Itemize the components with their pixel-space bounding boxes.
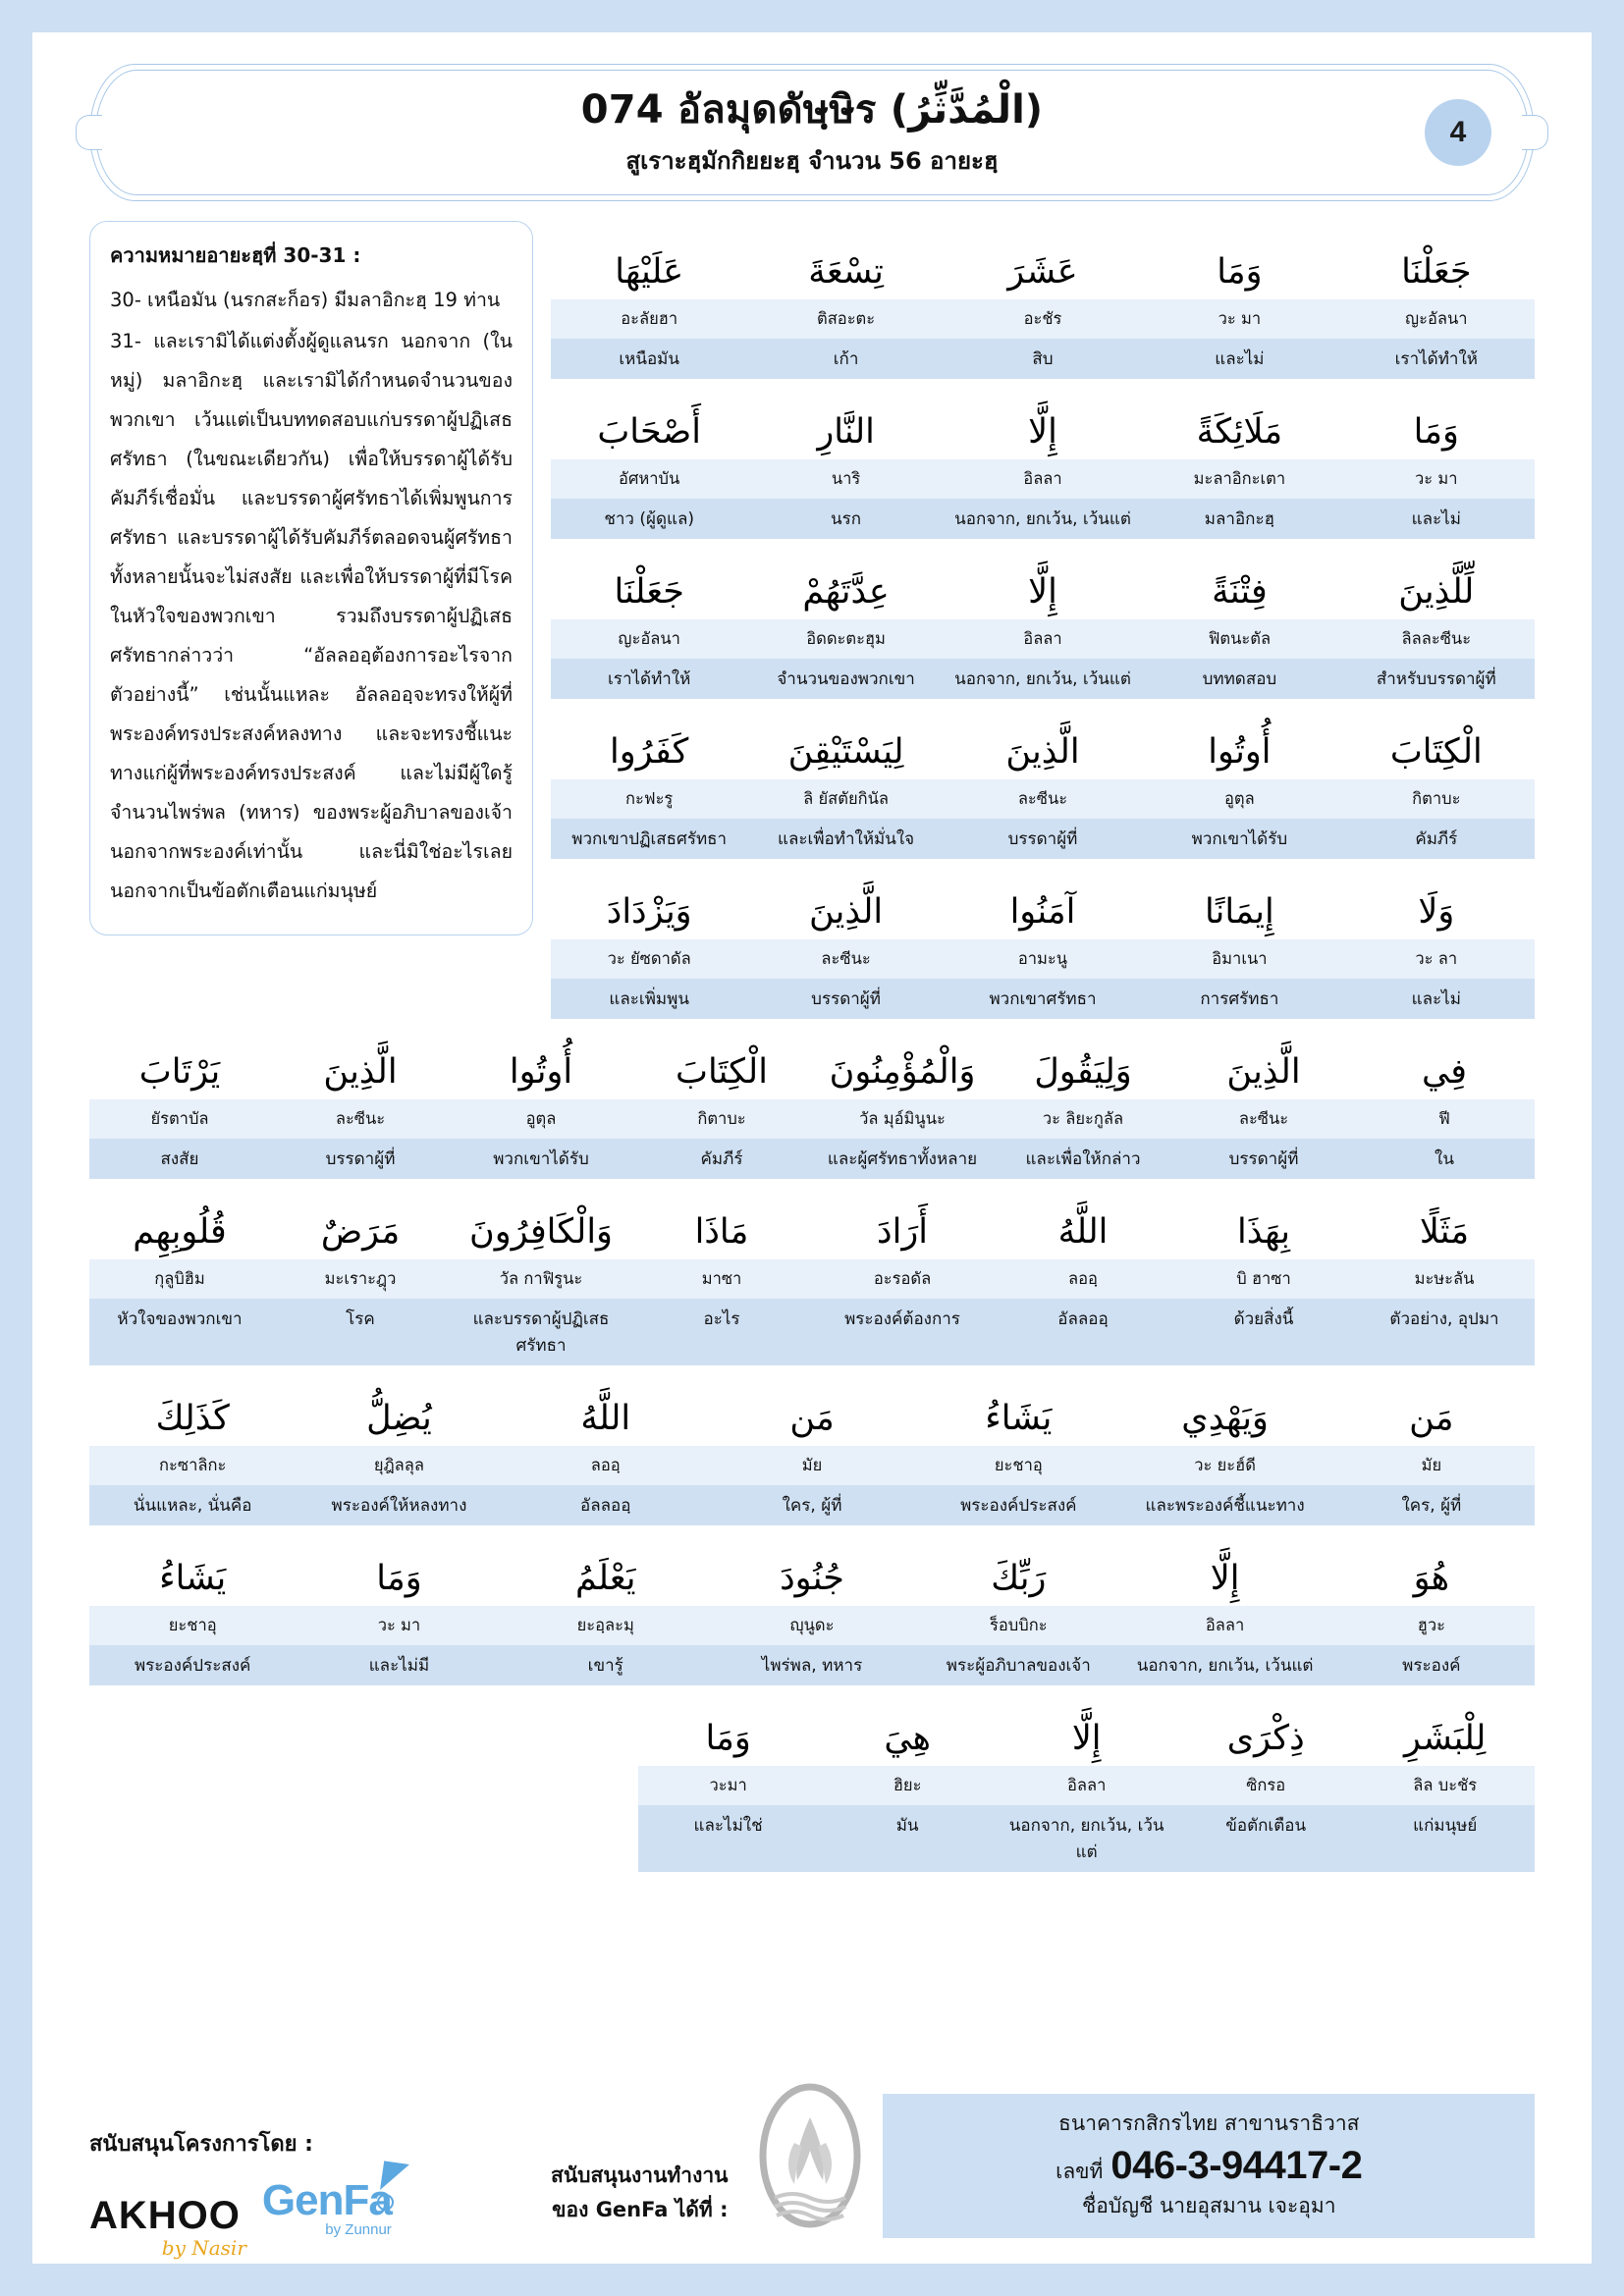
arabic-line [551,381,1535,459]
support-work-line-1: สนับสนุนงานทำงาน [551,2163,729,2187]
transliteration-word: อูตุล [1224,789,1255,808]
transliteration-line [551,779,1535,819]
arabic-line [551,221,1535,299]
transliteration-word: ติสอะตะ [817,309,876,328]
transliteration-word: ยะชาอุ [168,1616,217,1634]
arabic-line [89,1367,1535,1446]
transliteration-word: ญะอัลนา [1405,309,1468,328]
transliteration-word: ลออฺ [590,1456,621,1474]
transliteration-word: วะ มา [1415,469,1458,488]
bank-account-label: เลขที่ [1056,2160,1104,2183]
arabic-word: وَيَهْدِي [1181,1398,1269,1438]
thai-meaning-word: เหนือมัน [619,349,680,369]
page-subtitle: สูเราะฮฺมักกิยยะฮฺ จำนวน 56 อายะฮฺ [625,147,999,175]
thai-meaning-word: และเพื่อให้กล่าว [1025,1149,1141,1169]
word-grid-wide [89,1021,1535,1872]
thai-meaning-word: เราได้ทำให้ [1394,349,1478,369]
arabic-word: وَمَا [1413,411,1459,452]
transliteration-word: มะเราะฎุว [324,1269,397,1288]
arabic-word: أُوتُوا [1208,731,1272,772]
arabic-word: إِلَّا [1028,571,1057,612]
arabic-word: قُلُوبِهِم [133,1211,227,1252]
transliteration-line [638,1766,1535,1805]
arabic-word: وَالْكَافِرُونَ [469,1211,613,1252]
arabic-word: فِتْنَةً [1212,571,1268,612]
arabic-word: عَلَيْهَا [615,251,684,292]
transliteration-word: ลิ ยัสตัยกินัล [803,789,889,808]
transliteration-word: ฟิตนะตัล [1208,629,1272,648]
arabic-word: مَاذَا [694,1211,749,1252]
transliteration-line [89,1259,1535,1299]
thai-meaning-line [551,659,1535,699]
transliteration-line [89,1099,1535,1139]
arabic-word: يُضِلُّ [366,1398,432,1438]
thai-meaning-word: อะไร [703,1309,740,1329]
thai-meaning-word: และไม่ [1411,989,1461,1009]
bank-account-line [904,2144,1513,2188]
thai-meaning-word: เก้า [833,349,859,369]
arabic-word: عَشَرَ [1007,251,1078,292]
thai-meaning-word: นรก [831,509,862,529]
arabic-word: أَصْحَابَ [597,411,701,452]
transliteration-word: ร็อบบิกะ [990,1616,1048,1634]
arabic-word: إِيمَانًا [1205,891,1274,932]
thai-meaning-word: เขารู้ [587,1656,623,1676]
transliteration-word: วะ มา [1218,309,1262,328]
thai-meaning-word: นอกจาก, ยกเว้น, เว้นแต่ [1008,1816,1164,1862]
arabic-line [89,1021,1535,1099]
thai-meaning-word: มลาอิกะฮฺ [1204,509,1274,529]
arabic-word: يَعْلَمُ [574,1558,636,1598]
genfa-flag-icon [380,2161,409,2193]
thai-meaning-word: พวกเขาปฏิเสธศรัทธา [571,829,728,849]
thai-meaning-word: บรรดาผู้ที่ [325,1149,396,1169]
transliteration-word: ยัรตาบัล [150,1109,209,1128]
arabic-word: كَذَلِكَ [155,1398,230,1438]
transliteration-word: อิดดะตะฮุม [806,629,886,648]
arabic-word: مَلَائِكَةً [1196,411,1283,452]
thai-meaning-line [551,819,1535,859]
arabic-word: عِدَّتَهُمْ [802,571,890,612]
arabic-word: الْكِتَابَ [676,1051,768,1092]
thai-meaning-word: นั่นแหละ, นั่นคือ [133,1496,252,1516]
header-title-block [89,87,1535,180]
arabic-word: جَعَلْنَا [1401,251,1472,292]
thai-meaning-word: ด้วยสิ่งนี้ [1233,1309,1294,1329]
arabic-word: تِسْعَةَ [808,251,884,292]
transliteration-word: ฮูวะ [1417,1616,1445,1634]
transliteration-word: อะรอดัล [873,1269,932,1288]
transliteration-line [551,459,1535,499]
transliteration-word: ลิล บะชัร [1413,1776,1478,1794]
thai-meaning-word: พวกเขาได้รับ [493,1149,589,1169]
top-section [89,221,1535,1021]
thai-meaning-word: พระองค์ประสงค์ [134,1656,251,1676]
meaning-paragraph-31: 31- และเรามิได้แต่งตั้งผู้ดูแลนรก นอกจาก (ในหมู่) มลาอิกะฮฺ และเรามิได้กำหนดจำนวนของพวกเขา เว้นแต่เป็นบททดสอบแก่บรรดาผู้ปฏิเสธศรัทธา (ในขณะเดียวกัน) เพื่อให้บรรดาผู้ได้รับคัมภีร์เชื่อมั่น และบรรดาผู้ศรัทธาได้เพิ่มพูนการศรัทธา และบรรดาผู้ได้รับคัมภีร์ตลอดจนผู้ศรัทธาทั้งหลายนั้นจะไม่สงสัย และเพื่อให้บรรดาผู้ที่มีโรคในหัวใจของพวกเขา รวมถึงบรรดาผู้ปฏิเสธศรัทธากล่าวว่า “อัลลออฺต้องการอะไรจากตัวอย่างนี้” เช่นนั้นแหละ อัลลออฺจะทรงให้ผู้ที่พระองค์ทรงประสงค์หลงทาง และจะทรงชี้แนะทางแก่ผู้ที่พระองค์ทรงประสงค์ และไม่มีผู้ใดรู้จำนวนไพร่พล (ทหาร) ของพระผู้อภิบาลของเจ้า นอกจากพระองค์เท่านั้น และนี่มิใช่อะไรเลย นอกจากเป็นข้อตักเตือนแก่มนุษย์ [110,329,513,902]
transliteration-word: อิลลา [1023,629,1062,648]
arabic-word: الَّذِينَ [1005,731,1080,772]
thai-meaning-word: จำนวนของพวกเขา [777,669,915,689]
transliteration-word: ละซีนะ [821,949,871,968]
thai-meaning-word: พระองค์ประสงค์ [960,1496,1077,1516]
thai-meaning-word: บรรดาผู้ที่ [1228,1149,1299,1169]
transliteration-word: วัล กาฟิรูนะ [499,1269,583,1288]
thai-meaning-word: และไม่ [1215,349,1265,369]
sponsor-logos [89,2176,551,2260]
thai-meaning-word: พระองค์ให้หลงทาง [331,1496,467,1516]
transliteration-word: วะ ลิยะกูลัล [1042,1109,1124,1128]
transliteration-word: อูตุล [525,1109,557,1128]
transliteration-word: ฮิยะ [893,1776,922,1794]
header-banner [89,64,1535,201]
thai-meaning-word: และผู้ศรัทธาทั้งหลาย [827,1149,978,1169]
arabic-word: وَلِيَقُولَ [1034,1051,1132,1092]
transliteration-word: นาริ [831,469,861,488]
arabic-word: مَثَلًا [1419,1211,1470,1252]
page-number-badge: 4 [1425,99,1491,166]
thai-meaning-word: การศรัทธา [1200,989,1279,1009]
arabic-word: وَمَا [705,1718,751,1758]
thai-meaning-word: ใน [1435,1149,1454,1169]
thai-meaning-word: และบรรดาผู้ปฏิเสธศรัทธา [472,1309,610,1356]
thai-meaning-word: นอกจาก, ยกเว้น, เว้นแต่ [954,669,1131,689]
thai-meaning-word: มัน [895,1816,919,1836]
thai-meaning-word: โรค [346,1309,375,1329]
arabic-word: الَّذِينَ [809,891,884,932]
transliteration-word: มาซา [701,1269,742,1288]
word-row [551,381,1535,539]
bank-name: ธนาคารกสิกรไทย สาขานราธิวาส [1058,2111,1360,2135]
bank-account-owner: ชื่อบัญชี นายอุสมาน เจะอุมา [1081,2194,1336,2217]
thai-meaning-word: และไม่มี [368,1656,430,1676]
meaning-paragraph-30: 30- เหนือมัน (นรกสะก็อร) มีมลาอิกะฮฺ 19 ท่าน [110,289,501,311]
content-area [32,221,1592,1872]
thai-meaning-word: คัมภีร์ [1415,829,1458,849]
arabic-word: جَعَلْنَا [614,571,684,612]
akhoo-logo [89,2194,246,2260]
arabic-word: النَّارِ [817,411,875,452]
transliteration-word: อามะนู [1017,949,1068,968]
transliteration-word: ยะอฺละมุ [576,1616,634,1634]
transliteration-word: อิลลา [1023,469,1062,488]
word-row [89,1367,1535,1525]
arabic-word: يَرْتَابَ [138,1051,221,1092]
thai-meaning-word: พระองค์ต้องการ [844,1309,960,1329]
arabic-line [551,701,1535,779]
transliteration-word: กะฟะรู [625,789,674,808]
thai-meaning-word: และไม่ใช่ [693,1816,763,1836]
meaning-card [89,221,533,935]
thai-meaning-word: พวกเขาศรัทธา [989,989,1097,1009]
meaning-card-title: ความหมายอายะฮฺที่ 30-31 : [110,243,361,267]
thai-meaning-word: อัลลออฺ [580,1496,631,1516]
thai-meaning-word: สิบ [1032,349,1054,369]
thai-meaning-word: บททดสอบ [1202,669,1277,689]
thai-meaning-line [551,499,1535,539]
arabic-word: فِي [1422,1051,1467,1092]
thai-meaning-word: นอกจาก, ยกเว้น, เว้นแต่ [1136,1656,1314,1676]
genfa-logo [262,2176,392,2238]
arabic-word: جُنُودَ [780,1558,844,1598]
arabic-word: يَشَاءُ [985,1398,1053,1438]
arabic-word: الَّذِينَ [323,1051,398,1092]
word-grid-narrow [551,221,1535,1021]
thai-meaning-word: นอกจาก, ยกเว้น, เว้นแต่ [954,509,1131,529]
transliteration-word: มัย [1421,1456,1442,1474]
thai-meaning-word: เราได้ทำให้ [608,669,691,689]
thai-meaning-line [551,979,1535,1019]
transliteration-word: วัล มุอ์มินูนะ [859,1109,946,1128]
arabic-word: إِلَّا [1028,411,1057,452]
thai-meaning-word: หัวใจของพวกเขา [117,1309,243,1329]
thai-meaning-word: ข้อตักเตือน [1225,1816,1307,1836]
thai-meaning-word: และไม่ [1411,509,1461,529]
thai-meaning-word: แก่มนุษย์ [1413,1816,1478,1836]
bank-account-number: 046-3-94417-2 [1110,2144,1363,2187]
transliteration-word: ลิลละซีนะ [1401,629,1472,648]
thai-meaning-line [551,339,1535,379]
transliteration-word: อะชัร [1023,309,1062,328]
word-row [551,701,1535,859]
arabic-line [89,1527,1535,1606]
arabic-word: أُوتُوا [509,1051,573,1092]
thai-meaning-word: ไพร่พล, ทหาร [761,1656,863,1676]
arabic-word: اللَّهُ [580,1398,631,1438]
arabic-line [551,861,1535,939]
transliteration-word: ยุฎิลลุล [373,1456,424,1474]
genfa-wordmark: GenFa [261,2176,392,2224]
word-row [551,861,1535,1019]
transliteration-word: ญุนูดะ [789,1616,835,1634]
transliteration-word: มัย [801,1456,823,1474]
support-work-line-2: ของ GenFa ได้ที่ : [552,2198,729,2222]
transliteration-word: อิลลา [1066,1776,1107,1794]
support-work-text [551,2159,728,2228]
footer-sponsors [89,2126,551,2260]
transliteration-word: วะ มา [377,1616,421,1634]
thai-meaning-line [89,1139,1535,1179]
thai-meaning-word: สงสัย [160,1149,199,1169]
arabic-word: كَفَرُوا [610,731,689,772]
arabic-line [551,541,1535,619]
word-row [89,1527,1535,1685]
arabic-line [89,1181,1535,1259]
thai-meaning-word: และเพิ่มพูน [609,989,689,1009]
thai-meaning-line [638,1805,1535,1872]
arabic-word: هُوَ [1413,1558,1450,1598]
arabic-word: وَالْمُؤْمِنُونَ [829,1051,976,1092]
transliteration-word: อัศหาบัน [619,469,680,488]
thai-meaning-word: คัมภีร์ [700,1149,743,1169]
arabic-line [638,1687,1535,1766]
transliteration-word: ญะอัลนา [618,629,680,648]
arabic-word: وَلَا [1418,891,1455,932]
thai-meaning-word: สำหรับบรรดาผู้ที่ [1376,669,1496,689]
thai-meaning-line [89,1299,1535,1365]
arabic-word: لِلْبَشَرِ [1404,1718,1487,1758]
akhoo-byline: by Nasir [161,2236,246,2260]
arabic-word: إِلَّا [1071,1718,1102,1758]
thai-meaning-word: อัลลออฺ [1057,1309,1109,1329]
arabic-word: أَرَادَ [877,1211,928,1252]
page-sheet [32,32,1592,2264]
arabic-word: رَبِّكَ [991,1558,1047,1598]
word-row [89,1021,1535,1179]
arabic-word: يَشَاءُ [159,1558,227,1598]
transliteration-word: วะ ยัซดาดัล [607,949,691,968]
thai-meaning-word: ใคร, ผู้ที่ [1401,1496,1462,1516]
thai-meaning-word: พระองค์ [1402,1656,1461,1676]
arabic-word: الَّذِينَ [1226,1051,1301,1092]
arabic-word: مَن [789,1398,835,1438]
thai-meaning-word: ชาว (ผู้ดูแล) [604,509,695,529]
transliteration-word: วะมา [709,1776,747,1794]
thai-meaning-line [89,1485,1535,1525]
transliteration-word: กุลูบิฮิม [154,1269,205,1288]
arabic-word: مَن [1409,1398,1454,1438]
thai-meaning-word: และพระองค์ชี้แนะทาง [1145,1496,1305,1516]
akhoo-wordmark: AKHOO [89,2194,241,2237]
arabic-word: آمَنُوا [1009,891,1076,932]
transliteration-word: ละซีนะ [335,1109,386,1128]
thai-meaning-word: และเพื่อทำให้มั่นใจ [778,829,915,849]
transliteration-word: วะ ยะฮ์ดี [1194,1456,1256,1474]
thai-meaning-word: ตัวอย่าง, อุปมา [1389,1309,1499,1329]
transliteration-line [551,619,1535,659]
transliteration-word: กะซาลิกะ [159,1456,227,1474]
arabic-word: لِيَسْتَيْقِنَ [787,731,904,772]
transliteration-word: อะลัยฮา [621,309,678,328]
bank-details [883,2094,1535,2238]
transliteration-word: บิ ฮาซา [1236,1269,1291,1288]
word-row-partial [638,1687,1535,1872]
bank-logo-icon [751,2082,869,2234]
transliteration-word: มะลาอิกะเตา [1193,469,1286,488]
arabic-word: بِهَذَا [1237,1211,1290,1252]
arabic-word: وَمَا [376,1558,422,1598]
page-title: 074 อัลมุดดัษฺษิร (الْمُدَّثِّرُ) [580,87,1044,133]
word-row [551,221,1535,379]
thai-meaning-word: ใคร, ผู้ที่ [782,1496,842,1516]
transliteration-word: กิตาบะ [1412,789,1461,808]
transliteration-word: อิลลา [1205,1616,1245,1634]
transliteration-word: ซิกรอ [1246,1776,1286,1794]
transliteration-word: ละซีนะ [1238,1109,1289,1128]
transliteration-word: กิตาบะ [697,1109,746,1128]
arabic-word: وَيَزْدَادَ [606,891,692,932]
arabic-word: لِّلَّذِينَ [1398,571,1475,612]
arabic-word: ذِكْرَى [1226,1718,1305,1758]
transliteration-line [89,1606,1535,1645]
transliteration-word: ยะชาอุ [994,1456,1043,1474]
genfa-byline: by Zunnur [325,2221,392,2238]
thai-meaning-word: พระผู้อภิบาลของเจ้า [946,1656,1091,1676]
transliteration-word: อิมาเนา [1212,949,1268,968]
word-row [638,1687,1535,1872]
support-project-label: สนับสนุนโครงการโดย : [89,2132,313,2157]
arabic-word: وَمَا [1217,251,1263,292]
thai-meaning-line [89,1645,1535,1685]
transliteration-line [89,1446,1535,1485]
arabic-word: هِيَ [884,1718,931,1758]
transliteration-word: ละซีนะ [1017,789,1068,808]
transliteration-line [551,939,1535,979]
transliteration-word: ฟี [1438,1109,1450,1128]
arabic-word: إِلَّا [1210,1558,1240,1598]
thai-meaning-word: บรรดาผู้ที่ [811,989,881,1009]
arabic-word: مَرَضٌ [320,1211,401,1252]
genfa-dot-icon [377,2194,394,2211]
word-row [551,541,1535,699]
arabic-word: الْكِتَابَ [1389,731,1483,772]
transliteration-word: ลออฺ [1068,1269,1098,1288]
page-footer [89,2082,1535,2260]
word-row [89,1181,1535,1365]
transliteration-line [551,299,1535,339]
arabic-word: اللَّهُ [1057,1211,1109,1252]
thai-meaning-word: พวกเขาได้รับ [1191,829,1288,849]
transliteration-word: วะ ลา [1415,949,1458,968]
thai-meaning-word: บรรดาผู้ที่ [1007,829,1078,849]
transliteration-word: มะษะลัน [1414,1269,1475,1288]
